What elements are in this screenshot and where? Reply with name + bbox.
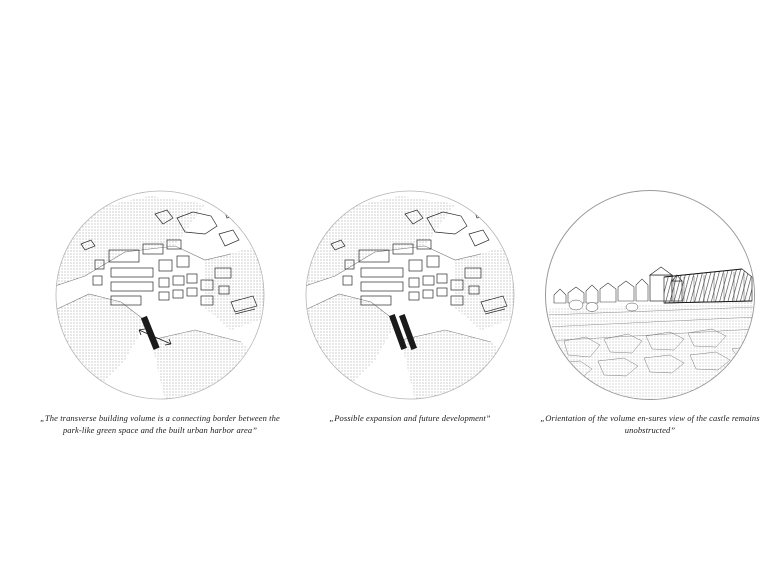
panel-possible-expansion: [290, 190, 530, 470]
perspective-drawing-3: [546, 191, 755, 400]
panel-caption-3: „Orientation of the volume en-sures view of the castle remains unobstructed”: [540, 413, 760, 435]
panel-connecting-border: [40, 190, 280, 470]
circle-vignette-1: [55, 190, 265, 400]
perspective-circle-3: [545, 190, 755, 400]
panel-castle-view: [530, 190, 770, 470]
panel-caption-1: „The transverse building volume is a connecting border between the park-like green space and the built urban harbor area”: [40, 413, 280, 435]
panel-caption-2: „Possible expansion and future development”: [329, 413, 491, 423]
site-plan-circle-1: [55, 190, 265, 400]
circle-vignette-2: [305, 190, 515, 400]
site-plan-circle-2: [305, 190, 515, 400]
circle-vignette-3: [545, 190, 755, 400]
site-plan-drawing-2: [305, 190, 515, 400]
site-plan-drawing-1: [55, 190, 265, 400]
